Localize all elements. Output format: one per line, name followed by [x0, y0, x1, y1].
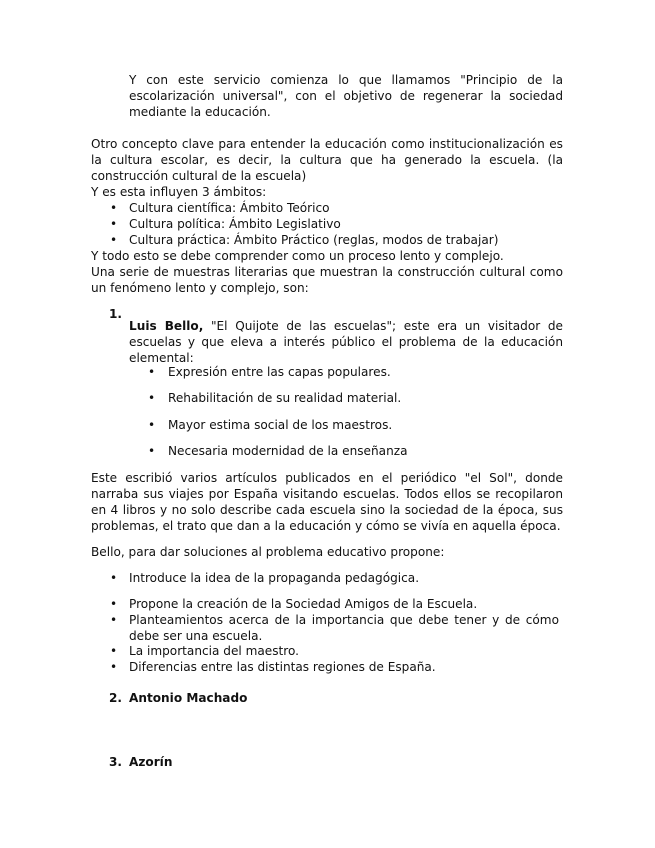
- author-description: "El Quijote de las escuelas"; este era un visitador de escuelas y que eleva a interés público el problema de la educación elemental:: [129, 319, 563, 365]
- school-culture-paragraph: Otro concepto clave para entender la educación como institucionalización es la cultura escolar, es decir, la cultura que ha generado la escuela. (la construcción cultural de la escuela): [91, 137, 563, 183]
- bullet-icon: •: [110, 660, 118, 674]
- bullet-icon: •: [148, 365, 156, 379]
- bullet-icon: •: [148, 391, 156, 405]
- document-page: Y con este servicio comienza lo que llamamos "Principio de la escolarización universal", con el objetivo de regenerar la sociedad mediante la educación. Otro concepto clave para entender la educación como institucionalización es la cultura escolar, es decir, la cultura que ha generado la escuela. (la construcción cultural de la escuela) Y es esta influyen 3 ámbitos: • Cultura científica: Ámbito Teórico • Cultura política: Ámbito Legislativo • Cultura práctica: Ámbito Práctico (reglas, modos de trabajar) Y todo esto se debe comprender como un proceso lento y complejo. Una serie de muestras literarias que muestran la construcción cultural como un fenómeno lento y complejo, son: 1. Luis Bello, "El Quijote de las escuelas"; este era un visitador de escuelas y que eleva a interés público el problema de la educación elemental: • Expresión entre las capas populares. • Rehabilitación de su realidad material. • Mayor estima social de los maestros. • Necesaria modernidad de la enseñanza Este escribió varios artículos publicados en el periódico "el Sol", donde narraba sus viajes por España visitando escuelas. Todos ellos se recopilaron en 4 libros y no solo describe cada escuela sino la sociedad de la época, sus problemas, el trato que dan a la educación y cómo se vivía en aquella época. Bello, para dar soluciones al problema educativo propone: • Introduce la idea de la propaganda pedagógica. • Propone la creación de la Sociedad Amigos de la Escuela. • Planteamientos acerca de la importancia que debe tener y de cómo debe ser una escuela. • La importancia del maestro. • Diferencias entre las distintas regiones de España. 2. Antonio Machado 3. Azorín: [91, 73, 563, 769]
- list-number: 3.: [109, 755, 123, 769]
- list-number: 2.: [109, 691, 123, 705]
- bullet-icon: •: [110, 201, 118, 215]
- intro-paragraph: Y con este servicio comienza lo que llamamos "Principio de la escolarización universal", con el objetivo de regenerar la sociedad mediante la educación.: [129, 73, 563, 119]
- bullet-icon: •: [110, 613, 118, 627]
- literary-intro-paragraph: Una serie de muestras literarias que muestran la construcción cultural como un fenómeno lento y complejo, son:: [91, 265, 563, 295]
- influences-intro: Y es esta influyen 3 ámbitos:: [91, 185, 267, 199]
- slow-process-line: Y todo esto se debe comprender como un proceso lento y complejo.: [91, 249, 504, 263]
- luis-bello-paragraph: [129, 319, 563, 367]
- author-name: Azorín: [129, 755, 173, 769]
- bullet-icon: •: [110, 571, 118, 585]
- bello-articles-paragraph: Este escribió varios artículos publicados en el periódico "el Sol", donde narraba sus viajes por España visitando escuelas. Todos ellos se recopilaron en 4 libros y no solo describe cada escuela sino la sociedad de la época, sus problemas, el trato que dan a la educación y cómo se vivía en aquella época.: [91, 471, 563, 533]
- author-name: Antonio Machado: [129, 691, 248, 705]
- bullet-icon: •: [110, 233, 118, 247]
- bullet-icon: •: [148, 444, 156, 458]
- list-number: 1.: [109, 307, 123, 321]
- bullet-icon: •: [110, 217, 118, 231]
- author-name: Luis Bello,: [129, 319, 204, 334]
- bullet-icon: •: [110, 597, 118, 611]
- bello-solutions-intro: Bello, para dar soluciones al problema educativo propone:: [91, 545, 445, 559]
- bullet-icon: •: [148, 418, 156, 432]
- bullet-icon: •: [110, 644, 118, 658]
